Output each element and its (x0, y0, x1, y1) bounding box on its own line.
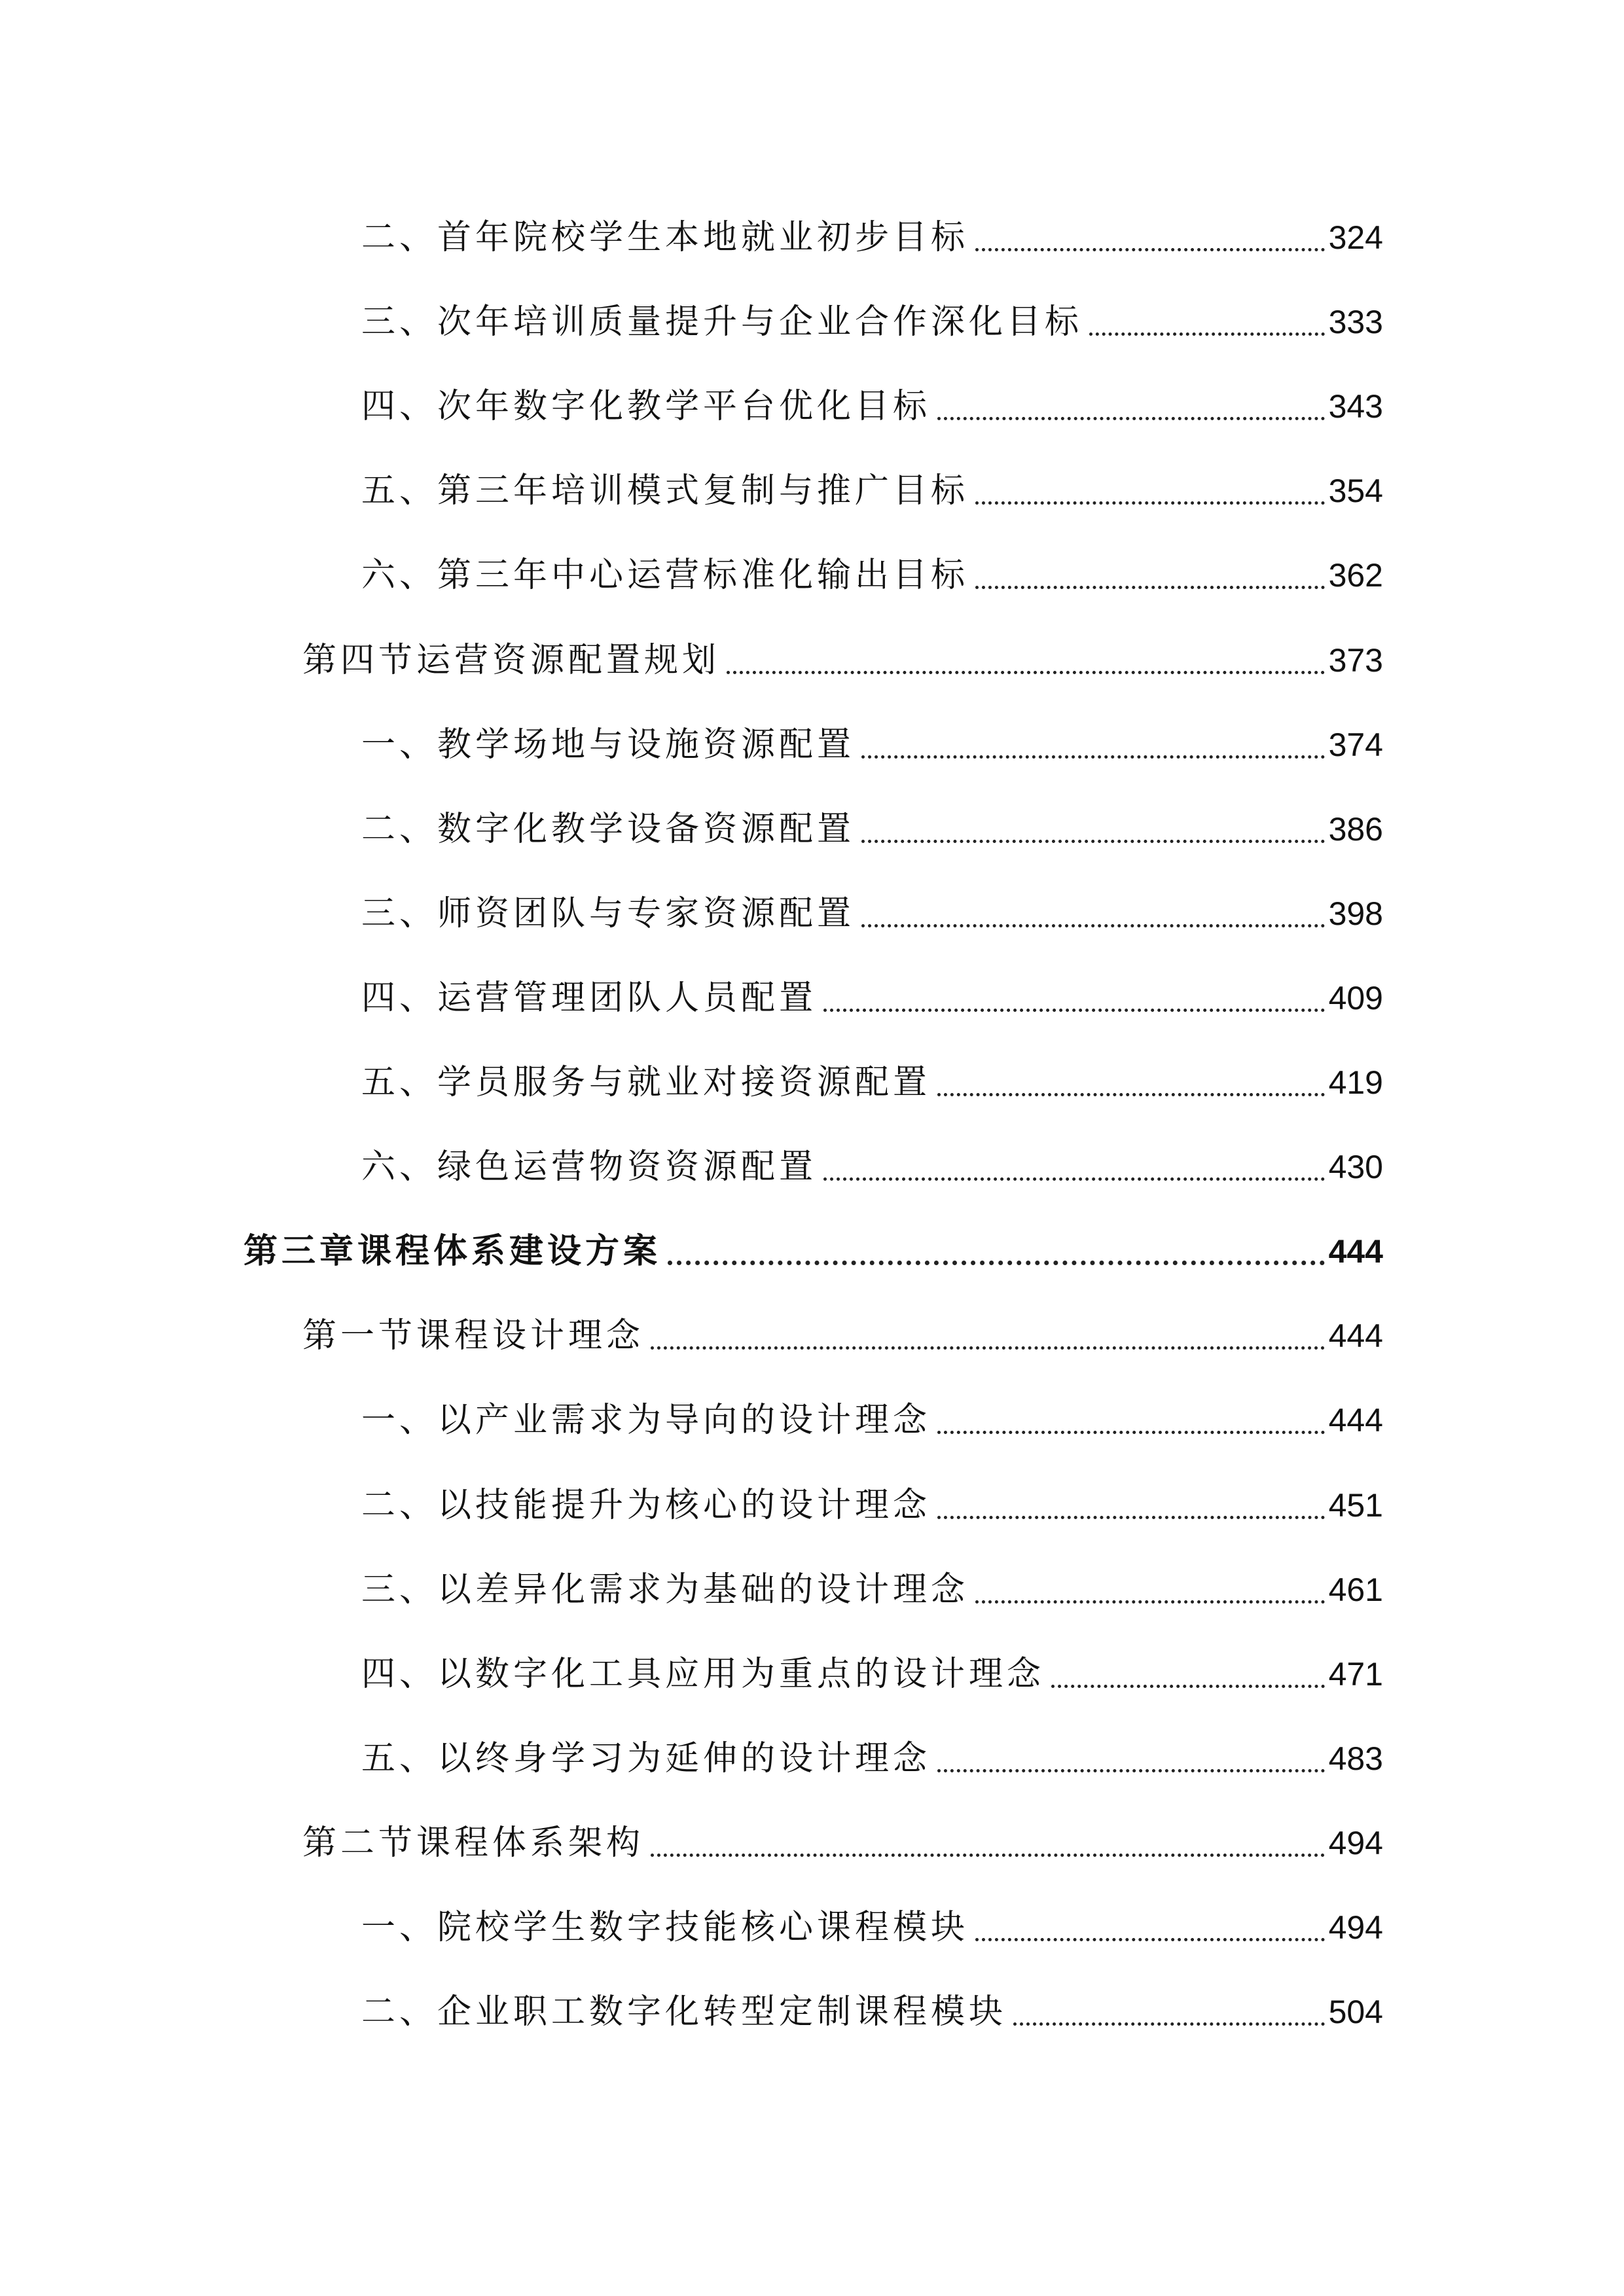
toc-entry-title: 第二节课程体系架构 (302, 1823, 645, 1863)
toc-entry-page-number: 504 (1328, 1994, 1383, 2030)
toc-entry-title: 二、数字化教学设备资源配置 (361, 810, 856, 849)
toc-entry-page-number: 386 (1328, 811, 1383, 848)
toc-entry-page-number: 461 (1328, 1571, 1383, 1608)
toc-entry-title: 二、企业职工数字化转型定制课程模块 (361, 1992, 1007, 2032)
toc-entry-title: 五、以终身学习为延伸的设计理念 (361, 1739, 931, 1778)
toc-entry[interactable] (244, 1222, 1383, 1281)
toc-entry-page-number: 324 (1328, 219, 1383, 256)
toc-entry-title: 六、绿色运营物资资源配置 (361, 1147, 818, 1187)
toc-dot-leader (937, 417, 1325, 420)
toc-entry[interactable] (361, 800, 1383, 859)
toc-entry-page-number: 354 (1328, 473, 1383, 509)
toc-entry[interactable] (361, 1391, 1383, 1450)
toc-entry[interactable] (361, 969, 1383, 1028)
toc-dot-leader (651, 1346, 1325, 1350)
toc-entry[interactable] (361, 1898, 1383, 1957)
toc-dot-leader (975, 1938, 1325, 1941)
toc-dot-leader (937, 1093, 1325, 1096)
toc-entry-title: 五、第三年培训模式复制与推广目标 (361, 471, 969, 511)
toc-entry[interactable] (302, 1814, 1383, 1873)
toc-dot-leader (861, 924, 1325, 927)
toc-dot-leader (861, 840, 1325, 843)
toc-entry[interactable] (361, 1729, 1383, 1788)
toc-dot-leader (727, 671, 1325, 674)
toc-entry-title: 四、运营管理团队人员配置 (361, 978, 818, 1018)
toc-entry-title: 四、以数字化工具应用为重点的设计理念 (361, 1655, 1045, 1694)
toc-entry-page-number: 343 (1328, 388, 1383, 425)
toc-dot-leader (861, 755, 1325, 759)
toc-dot-leader (1089, 332, 1325, 336)
toc-entry-page-number: 444 (1328, 1318, 1383, 1354)
toc-entry-page-number: 409 (1328, 980, 1383, 1016)
toc-dot-leader (668, 1261, 1325, 1265)
toc-dot-leader (937, 1769, 1325, 1772)
toc-entry-title: 第一节课程设计理念 (302, 1316, 645, 1355)
toc-dot-leader (823, 1177, 1325, 1181)
toc-entry[interactable] (361, 1138, 1383, 1196)
toc-entry[interactable] (361, 1560, 1383, 1619)
toc-entry-page-number: 451 (1328, 1487, 1383, 1524)
toc-entry-page-number: 444 (1328, 1402, 1383, 1439)
toc-dot-leader (937, 1516, 1325, 1519)
toc-entry-page-number: 494 (1328, 1825, 1383, 1861)
toc-entry-page-number: 494 (1328, 1909, 1383, 1946)
toc-entry[interactable] (361, 884, 1383, 943)
toc-entry[interactable] (361, 461, 1383, 520)
toc-entry-title: 一、以产业需求为导向的设计理念 (361, 1401, 931, 1440)
toc-entry-title: 第三章课程体系建设方案 (244, 1232, 662, 1271)
toc-entry-title: 二、首年院校学生本地就业初步目标 (361, 218, 969, 257)
toc-entry[interactable] (361, 293, 1383, 351)
toc-entry[interactable] (361, 1476, 1383, 1535)
toc-entry-page-number: 430 (1328, 1149, 1383, 1185)
toc-entry-page-number: 419 (1328, 1064, 1383, 1101)
toc-entry-page-number: 333 (1328, 304, 1383, 340)
toc-entry-title: 一、教学场地与设施资源配置 (361, 725, 856, 764)
toc-entry[interactable] (361, 715, 1383, 774)
toc-entry[interactable] (361, 1053, 1383, 1112)
toc-entry-title: 二、以技能提升为核心的设计理念 (361, 1486, 931, 1525)
toc-dot-leader (975, 586, 1325, 589)
toc-dot-leader (975, 248, 1325, 251)
toc-entry[interactable] (361, 1645, 1383, 1704)
toc-entry-page-number: 373 (1328, 642, 1383, 679)
toc-entry-title: 四、次年数字化教学平台优化目标 (361, 387, 931, 426)
toc-entry[interactable] (361, 208, 1383, 267)
toc-entry-page-number: 483 (1328, 1740, 1383, 1777)
toc-entry-title: 六、第三年中心运营标准化输出目标 (361, 556, 969, 595)
toc-entry-title: 三、以差异化需求为基础的设计理念 (361, 1570, 969, 1609)
toc-entry-page-number: 362 (1328, 557, 1383, 594)
toc-dot-leader (975, 1600, 1325, 1604)
toc-entry-page-number: 398 (1328, 895, 1383, 932)
toc-dot-leader (1013, 2022, 1325, 2026)
toc-dot-leader (975, 501, 1325, 505)
toc-entry-page-number: 444 (1328, 1233, 1383, 1270)
toc-entry[interactable] (302, 631, 1383, 690)
toc-dot-leader (937, 1431, 1325, 1434)
toc-entry[interactable] (302, 1306, 1383, 1365)
toc-entry-title: 五、学员服务与就业对接资源配置 (361, 1063, 931, 1102)
toc-dot-leader (651, 1854, 1325, 1857)
toc-entry[interactable] (361, 1982, 1383, 2041)
toc-entry-title: 三、次年培训质量提升与企业合作深化目标 (361, 302, 1083, 342)
toc-entry-title: 第四节运营资源配置规划 (302, 641, 721, 680)
toc-entry-title: 三、师资团队与专家资源配置 (361, 894, 856, 933)
toc-entry[interactable] (361, 377, 1383, 436)
toc-entry-title: 一、院校学生数字技能核心课程模块 (361, 1908, 969, 1947)
toc-entry-page-number: 374 (1328, 726, 1383, 763)
toc-entry-page-number: 471 (1328, 1656, 1383, 1693)
toc-dot-leader (823, 1009, 1325, 1012)
toc-entry[interactable] (361, 546, 1383, 605)
toc-dot-leader (1051, 1685, 1325, 1688)
